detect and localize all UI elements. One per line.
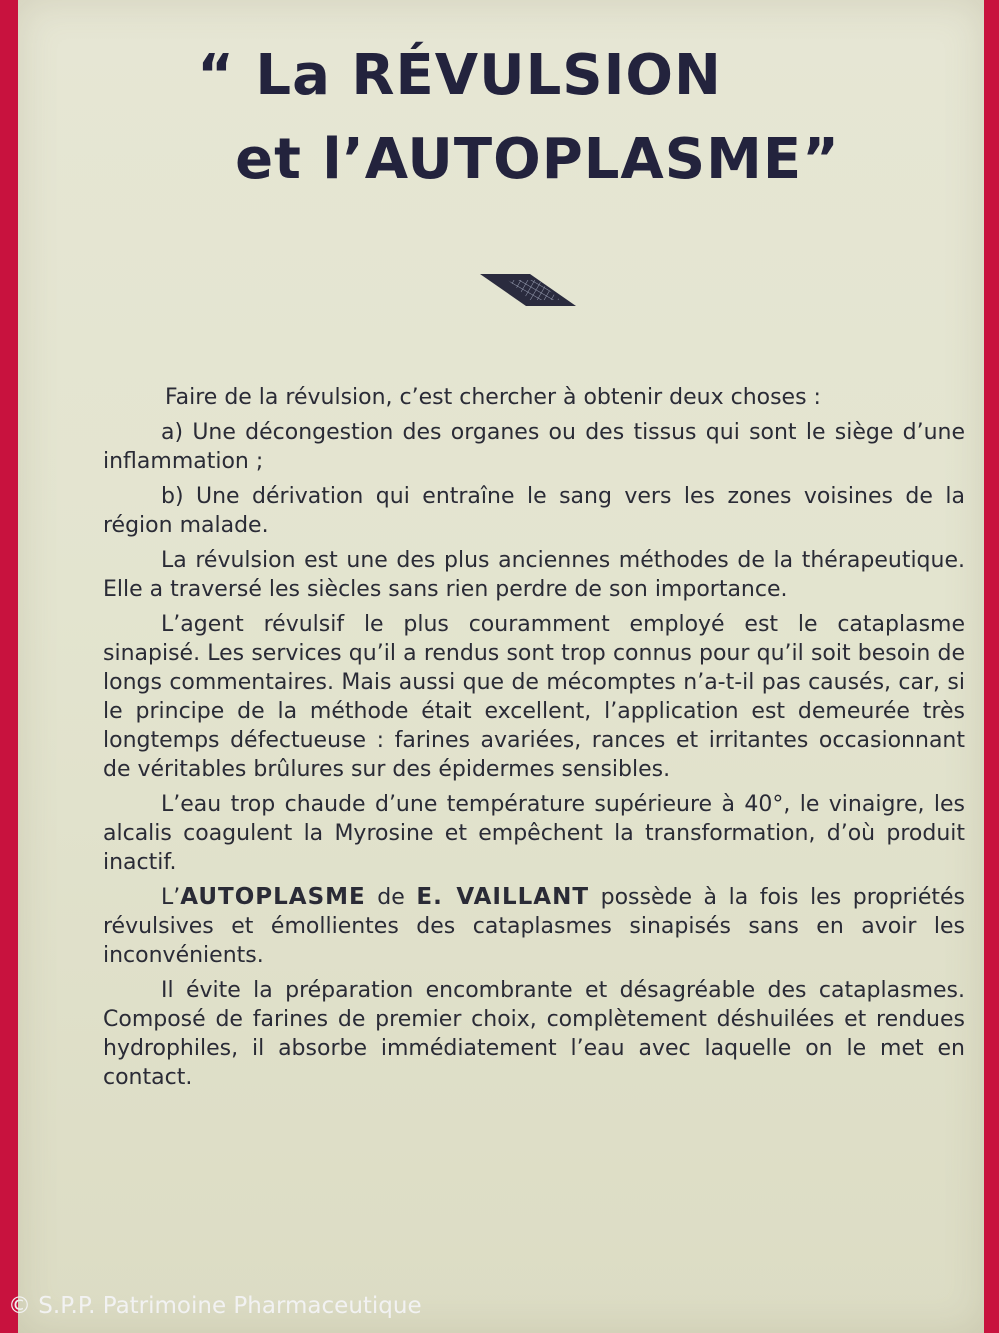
paragraph-history: La révulsion est une des plus anciennes méthodes de la thérapeutique. Elle a traversé les siècles sans rien perdre de son importance. — [103, 548, 965, 602]
author-name: E. VAILLANT — [416, 884, 590, 910]
leaflet-body — [103, 383, 965, 1098]
title-line-2: et l’AUTOPLASME” — [235, 127, 840, 192]
brand-name: AUTOPLASME — [180, 884, 366, 910]
paragraph-point-b: b) Une dérivation qui entraîne le sang vers les zones voisines de la région malade. — [103, 484, 965, 538]
paragraph-temperature: L’eau trop chaude d’une température supérieure à 40°, le vinaigre, les alcalis coagulent la Myrosine et empêchent la transformation, d’où produit inactif. — [103, 792, 965, 875]
paragraph-autoplasme — [103, 883, 965, 970]
autoplasme-description: possède à la fois les propriétés révulsives et émollientes des cataplasmes sinapisés sans en avoir les inconvénients. — [103, 885, 965, 968]
article-text: L’ — [161, 885, 181, 910]
paragraph-cataplasme: L’agent révulsif le plus couramment employé est le cataplasme sinapisé. Les services qu’il a rendus sont trop connus pour qu’il soit besoin de longs commentaires. Mais aussi que de mécomptes n’a-t-il pas causés, car, si le principe de la méthode était excellent, l’application est demeurée très longtemps défectueuse : farines avariées, rances et irritantes occasionnant de véritables brûlures sur des épidermes sensibles. — [103, 612, 965, 782]
copyright-watermark: © S.P.P. Patrimoine Pharmaceutique — [8, 1293, 422, 1319]
paragraph-point-a: a) Une décongestion des organes ou des tissus qui sont le siège d’une inflammation ; — [103, 420, 965, 474]
connector-text: de — [365, 885, 417, 910]
title-line-1: “ La RÉVULSION — [197, 43, 722, 108]
diamond-ornament-icon — [478, 270, 578, 310]
paragraph-preparation: Il évite la préparation encombrante et désagréable des cataplasmes. Composé de farines de premier choix, complètement déshuilées et rendues hydrophiles, il absorbe immédiatement l’eau avec laquelle on le met en contact. — [103, 978, 965, 1090]
paragraph-intro: Faire de la révulsion, c’est chercher à obtenir deux choses : — [165, 385, 821, 410]
